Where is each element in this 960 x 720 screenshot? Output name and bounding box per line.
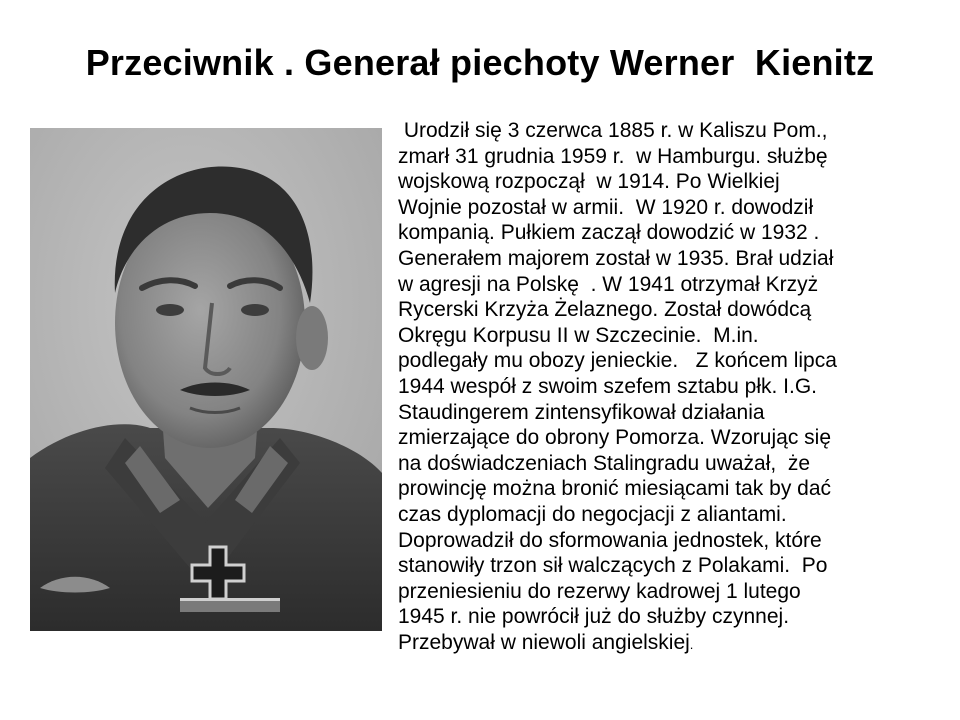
bio-last-line-text: Przebywał w niewoli angielskiej xyxy=(398,630,690,654)
portrait-photo xyxy=(30,128,382,631)
portrait-illustration xyxy=(30,128,382,631)
bio-line: na doświadczeniach Stalingradu uważał, że xyxy=(398,451,811,475)
bio-line: 1945 r. nie powrócił już do służby czynnej. xyxy=(398,605,790,629)
bio-line: czas dyplomacji do negocjacji z aliantami. xyxy=(398,502,787,526)
bio-line: Doprowadził do sformowania jednostek, które xyxy=(398,528,822,552)
bio-line: wojskową rozpoczął w 1914. Po Wielkiej xyxy=(398,170,780,194)
bio-line: Generałem majorem został w 1935. Brał udział xyxy=(398,246,834,270)
slide-title: Przeciwnik . Generał piechoty Werner Kienitz xyxy=(85,42,875,83)
bio-line: Urodził się 3 czerwca 1885 r. w Kaliszu Pom., xyxy=(398,119,828,142)
bio-line: zmarł 31 grudnia 1959 r. w Hamburgu. służbę xyxy=(398,144,828,168)
bio-line: podlegały mu obozy jenieckie. Z końcem lipca xyxy=(398,349,837,373)
bio-line: Staudingerem zintensyfikował działania xyxy=(398,400,765,424)
bio-line: w agresji na Polskę . W 1941 otrzymał Krzyż xyxy=(398,272,819,296)
bio-line: Okręgu Korpusu II w Szczecinie. M.in. xyxy=(398,323,759,347)
bio-line: zmierzające do obrony Pomorza. Wzorując się xyxy=(398,426,832,450)
bio-line: kompanią. Pułkiem zaczął dowodzić w 1932 . xyxy=(398,221,820,245)
bio-line: 1944 wespół z swoim szefem sztabu płk. I.G. xyxy=(398,374,818,398)
bio-line xyxy=(398,630,930,658)
bio-line: Wojnie pozostał w armii. W 1920 r. dowodził xyxy=(398,195,814,219)
bio-line: stanowiły trzon sił walczących z Polakami. Po xyxy=(398,554,828,578)
bio-line: Rycerski Krzyża Żelaznego. Został dowódcą xyxy=(398,298,812,322)
bio-end-period: . xyxy=(689,636,694,652)
bio-line: przeniesieniu do rezerwy kadrowej 1 lutego xyxy=(398,579,801,603)
biography-text xyxy=(398,118,930,657)
bio-line: prowincję można bronić miesiącami tak by dać xyxy=(398,477,832,501)
